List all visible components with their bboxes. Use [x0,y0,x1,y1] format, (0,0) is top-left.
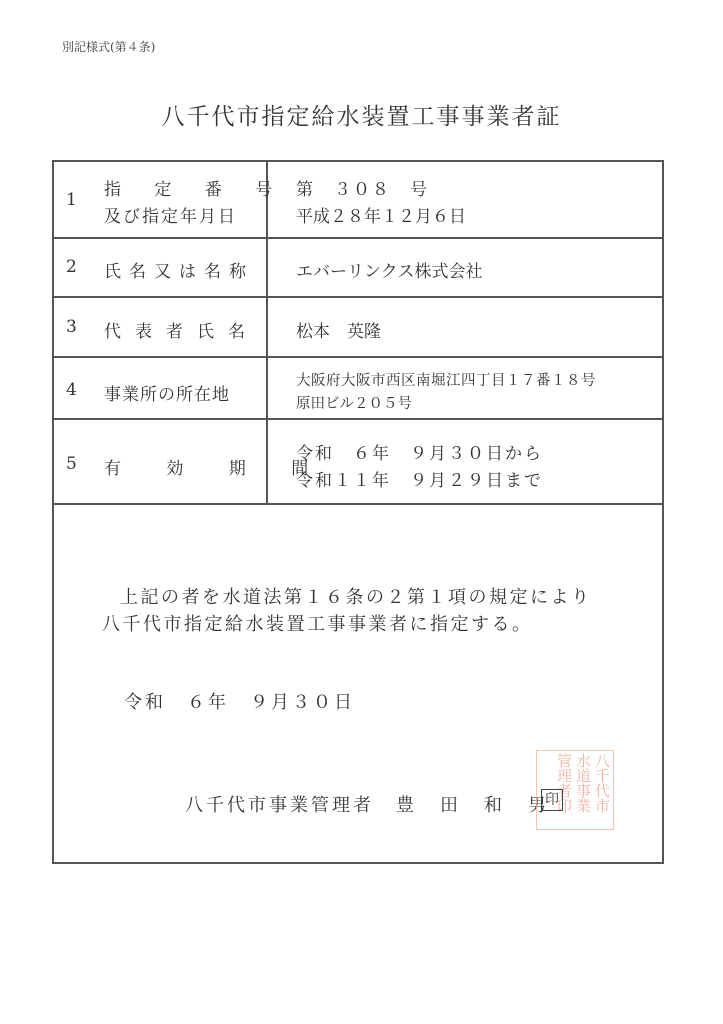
document-title: 八千代市指定給水装置工事事業者証 [161,104,562,130]
issuer-title: 八千代市事業管理者 [185,795,374,816]
row-label: 有 効 期 間 [104,459,329,479]
row-number: 2 [66,257,77,277]
designation-date: 平成２８年１２月６日 [296,207,466,227]
row-number: 4 [66,380,77,400]
seal-mark: 印 [541,789,563,811]
issuer-name: 豊 田 和 男 [396,795,550,816]
row-number: 5 [66,454,77,474]
validity-end: 令和１１年 ９月２９日まで [296,471,543,491]
statement-line: 上記の者を水道法第１６条の２第１項の規定により [120,587,592,608]
row-label: 代表者氏名 [104,322,259,342]
statement-line: 八千代市指定給水装置工事事業者に指定する。 [102,614,533,635]
form-number: 別記様式(第４条) [62,40,156,54]
row-divider [54,418,662,420]
row-divider [54,237,662,239]
issue-date: 令和 ６年 ９月３０日 [124,692,355,713]
representative-name: 松本 英隆 [296,322,381,342]
row-label: 指 定 番 号 [104,180,287,200]
row-number: 3 [66,317,77,337]
validity-start: 令和 ６年 ９月３０日から [296,444,543,464]
row-divider [54,296,662,298]
row-divider [54,503,662,505]
column-divider [266,162,268,503]
office-address: 大阪府大阪市西区南堀江四丁目１７番１８号 [296,373,596,389]
row-number: 1 [66,190,77,210]
row-label: 氏名又は名称 [104,262,254,282]
designation-number: 第 ３０８ 号 [296,180,429,200]
company-name: エバーリンクス株式会社 [296,262,483,282]
row-divider [54,356,662,358]
office-address-building: 原田ビル２０５号 [296,396,412,412]
row-label: 事業所の所在地 [104,385,230,405]
official-seal: 八千代市水道事業管理者印 [536,750,614,830]
row-label: 及び指定年月日 [104,207,237,227]
